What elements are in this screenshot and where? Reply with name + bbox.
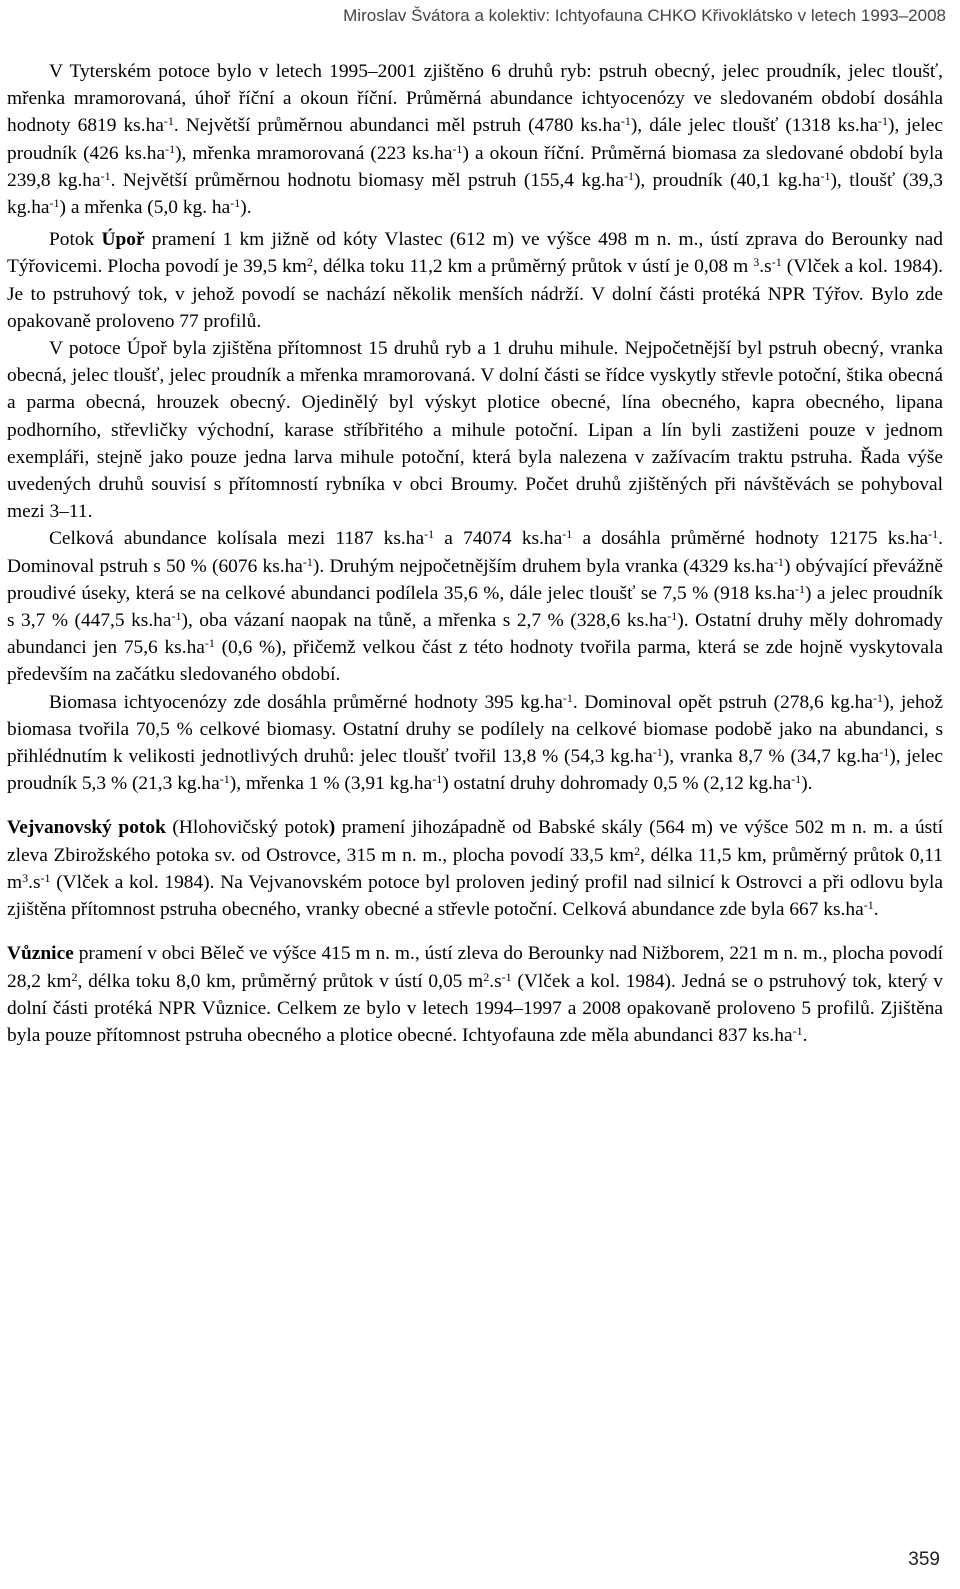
superscript: -1	[165, 141, 176, 156]
superscript: -1	[878, 114, 889, 129]
text-run: ). Druhým nejpočetnějším druhem byla vranka (4329 ks.ha	[312, 555, 774, 577]
text-run: ). Ostatní druhy měly dohromady abundanci jen 75,6 ks.ha	[7, 610, 943, 659]
superscript: -1	[795, 581, 806, 596]
text-run: ), vranka 8,7 % (34,7 kg.ha	[662, 746, 880, 768]
superscript: -1	[791, 772, 802, 787]
superscript: 3	[753, 255, 760, 270]
text-run: ) ostatní druhy dohromady 0,5 % (2,12 kg.ha	[442, 773, 792, 795]
text-run: pramení jihozápadně od Babské skály (564 m) ve výšce 502 m n. m. a ústí zleva Zbirožského potoka sv. od Ostrovce, 315 m n. m., plocha povodí 33,5 km	[7, 817, 943, 866]
superscript: -1	[432, 772, 443, 787]
text-run: ), proudník (40,1 kg.ha	[633, 169, 821, 191]
text-run: a dosáhla průměrné hodnoty 12175 ks.ha	[572, 528, 929, 550]
text-run: ), mřenka 1 % (3,91 kg.ha	[229, 773, 433, 795]
superscript: -1	[562, 527, 573, 542]
text-run: .	[802, 1024, 808, 1046]
text-run: , délka 11,5 km, průměrný průtok 0,11 m	[7, 844, 943, 893]
superscript: -1	[771, 255, 782, 270]
paragraph-upor-abundance	[7, 525, 943, 688]
text-run: ).	[240, 197, 252, 219]
text-run: Potok	[49, 229, 102, 251]
superscript: -1	[773, 554, 784, 569]
text-run: ) obývající převážně proudivé úseky, která se na celkové abundanci podílela 35,6 %, dále jelec tloušť se 7,5 % (918 ks.ha	[7, 555, 944, 604]
text-run: Biomasa ichtyocenózy zde dosáhla průměrné hodnoty 395 kg.ha	[49, 691, 563, 713]
paragraph-upor-biomass	[7, 689, 943, 798]
superscript: -1	[667, 609, 678, 624]
text-run: pramení v obci Běleč ve výšce 415 m n. m., ústí zleva do Berounky nad Nižborem, 221 m n. m., plocha povodí 28,2 km	[7, 943, 943, 992]
superscript: 2	[71, 969, 78, 984]
text-run: . Největší průměrnou abundanci měl pstruh (4780 ks.ha	[173, 115, 621, 137]
superscript: 2	[634, 843, 641, 858]
superscript: 2	[306, 255, 313, 270]
superscript: -1	[204, 636, 215, 651]
text-run: , délka toku 8,0 km, průměrný průtok v ústí 0,05 m	[77, 970, 484, 992]
running-header: Miroslav Švátora a kolektiv: Ichtyofauna CHKO Křivoklátsko v letech 1993–2008	[343, 6, 946, 25]
text-run: (Vlček a kol. 1984). Je to pstruhový tok, v jehož povodí se nachází několik menších nádrží. V dolní části protéká NPR Týřov. Bylo zde opakovaně proloveno 77 profilů.	[7, 256, 943, 332]
text-run: . Dominoval opět pstruh (278,6 kg.ha	[572, 691, 873, 713]
body-text	[7, 58, 943, 1049]
text-run: ) a okoun říční. Průměrná biomasa za sledované období byla 239,8 kg.ha	[7, 142, 943, 191]
text-run: ) a jelec proudník s 3,7 % (447,5 ks.ha	[7, 582, 943, 632]
superscript: -1	[792, 1023, 803, 1038]
superscript: -1	[230, 196, 241, 211]
superscript: 3	[22, 870, 29, 885]
stream-name-bold: Úpoř	[101, 229, 145, 251]
text-run: . Největší průměrnou hodnotu biomasy měl pstruh (155,4 kg.ha	[110, 169, 624, 191]
superscript: -1	[879, 745, 890, 760]
text-run: (0,6 %), přičemž velkou část z této hodnoty tvořila parma, která se zde hojně vyskytovala především na začátku sledovaného období.	[7, 637, 943, 686]
text-run: , délka toku 11,2 km a průměrný průtok v ústí je 0,08 m	[312, 256, 754, 278]
text-run: ), mřenka mramorovaná (223 ks.ha	[175, 142, 453, 164]
paragraph-tyterske	[7, 58, 943, 221]
superscript: -1	[623, 168, 634, 183]
superscript: -1	[501, 969, 512, 984]
stream-name-bold: Vejvanovský potok	[7, 817, 166, 839]
paragraph-upor-species: V potoce Úpoř byla zjištěna přítomnost 15 druhů ryb a 1 druhu mihule. Nejpočetnější byl pstruh obecný, vranka obecná, jelec tloušť, jelec proudník a mřenka mramorovaná. V dolní části se řídce vyskytly střevle potoční, štika obecná a parma obecná, hrouzek obecný. Ojedinělý byl výskyt plotice obecné, lína obecného, kapra obecného, lipana podhorního, střevličky východní, karase stříbřitého a mihule potoční. Lipan a lín byli zastiženi pouze v jednom exempláři, stejně jako pouze jedna larva mihule potoční, která byla nalezena v zažívacím traktu pstruha. Řada výše uvedených druhů souvisí s přítomností rybníka v obci Broumy. Počet druhů zjištěných při návštěvách se pohyboval mezi 3–11.	[7, 338, 943, 523]
text-run: a 74074 ks.ha	[434, 528, 563, 550]
superscript: -1	[652, 745, 663, 760]
text-run: (Vlček a kol. 1984). Na Vejvanovském potoce byl proloven jediný profil nad silnicí k Ostrovci a při odlovu byla zjištěna přítomnost pstruha obecného, vranky obecné a střevle potoční. Celková abundance zde byla 667 ks.ha	[7, 871, 943, 921]
superscript: -1	[219, 772, 230, 787]
superscript: -1	[424, 527, 435, 542]
superscript: -1	[820, 168, 831, 183]
text-run: V Tyterském potoce bylo v letech 1995–2001 zjištěno 6 druhů ryb: pstruh obecný, jelec proudník, jelec tloušť, mřenka mramorovaná, úhoř říční a okoun říční. Průměrná abundance ichtyocenózy ve sledovaném období dosáhla hodnoty 6819 ks.ha	[7, 61, 943, 137]
paragraph-upor-intro	[7, 226, 943, 335]
text-run: ).	[801, 773, 813, 795]
superscript: -1	[40, 870, 51, 885]
superscript: -1	[452, 141, 463, 156]
superscript: -1	[863, 898, 874, 913]
superscript: -1	[562, 690, 573, 705]
superscript: -1	[302, 554, 313, 569]
superscript: -1	[620, 114, 631, 129]
paragraph-vejvanovsky	[7, 814, 943, 923]
superscript: -1	[100, 168, 111, 183]
text-run: pramení 1 km jižně od kóty Vlastec (612 m) ve výšce 498 m n. m., ústí zprava do Berounky nad Týřovicemi. Plocha povodí je 39,5 km	[7, 229, 943, 278]
text-run: .	[873, 899, 879, 921]
text-run: (Hlohovičský potok	[165, 817, 329, 839]
text-run: . Dominoval pstruh s 50 % (6076 ks.ha	[7, 528, 943, 577]
superscript: -1	[928, 527, 939, 542]
text-run: ), jehož biomasa tvořila 70,5 % celkové biomasy. Ostatní druhy se podílely na celkové biomase podobě jako na abundanci, s přihlédnutím k velikosti jednotlivých druhů: jelec tloušť tvořil 13,8 % (54,3 kg.ha	[7, 691, 943, 768]
text-run: ), dále jelec tloušť (1318 ks.ha	[630, 115, 879, 137]
superscript: -1	[49, 196, 60, 211]
text-run: Celková abundance kolísala mezi 1187 ks.ha	[49, 528, 425, 550]
superscript: -1	[171, 609, 182, 624]
text-run: ), jelec proudník (426 ks.ha	[7, 115, 944, 164]
paragraph-vuznice	[7, 940, 943, 1049]
superscript: -1	[163, 114, 174, 129]
page-number: 359	[908, 1549, 940, 1570]
superscript: 2	[483, 969, 490, 984]
text-run: ), jelec proudník 5,3 % (21,3 kg.ha	[7, 746, 943, 795]
text-run: ), tloušť (39,3 kg.ha	[7, 169, 943, 219]
text-run: .s	[28, 871, 41, 893]
bold-paren: )	[328, 817, 336, 839]
text-run: (Vlček a kol. 1984). Jedná se o pstruhový tok, který v dolní části protéká NPR Vůznice. Celkem ze bylo v letech 1994–1997 a 2008 opakovaně proloveno 5 profilů. Zjištěna byla pouze přítomnost pstruha obecného a plotice obecné. Ichtyofauna zde měla abundanci 837 ks.ha	[7, 970, 943, 1046]
text-run: .s	[759, 256, 772, 278]
text-run: .s	[489, 970, 502, 992]
text-run: ) a mřenka (5,0 kg. ha	[59, 197, 231, 219]
text-run: ), oba vázaní naopak na tůně, a mřenka s 2,7 % (328,6 ks.ha	[181, 610, 668, 632]
superscript: -1	[872, 690, 883, 705]
stream-name-bold: Vůznice	[7, 943, 74, 965]
